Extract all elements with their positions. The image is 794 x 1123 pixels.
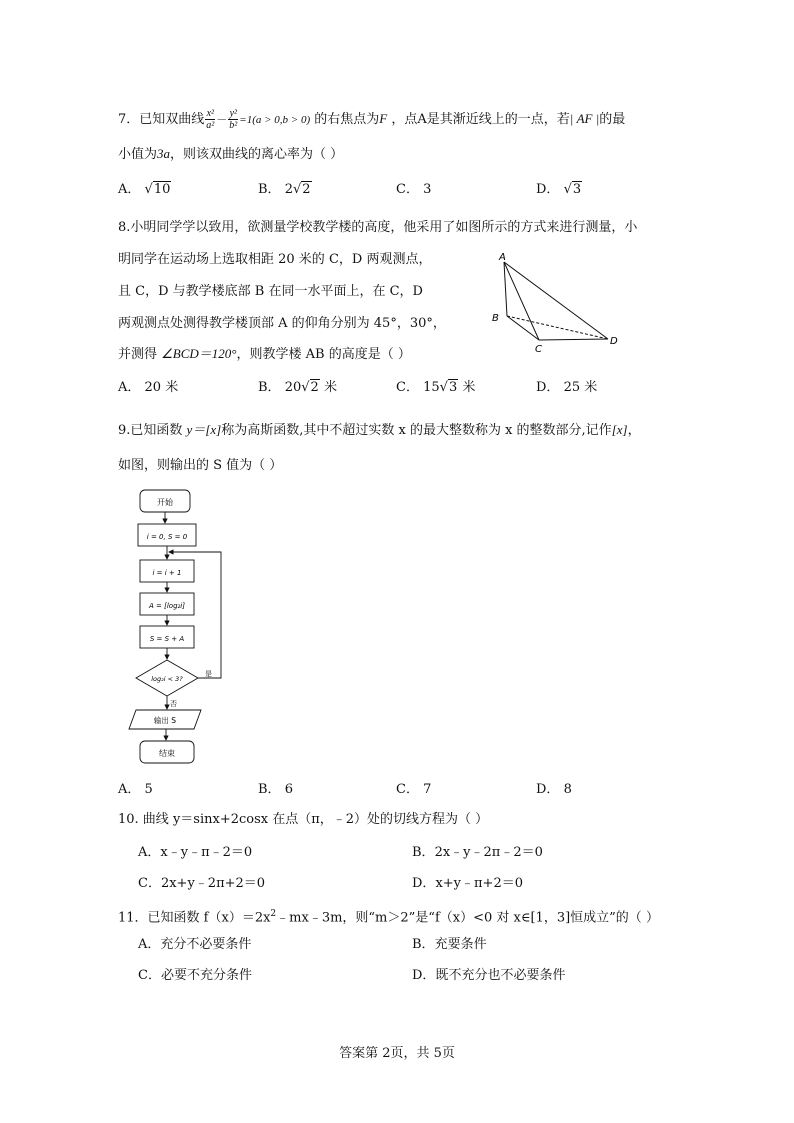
q8-stem-line4: 两观测点处测得教学楼顶部 A 的仰角分别为 45°，30°， [118, 316, 446, 331]
flow-yes-text: 是 [205, 670, 212, 678]
q11-stem: 11．已知函数 $f(x)=2x^2﹣mx﹣3m$，则“m＞2”是“f（x）<0 对 x∈[1，3]恒成立”的（ ） [118, 909, 659, 926]
q9-option-b[interactable]: B． 6 [258, 782, 293, 797]
flow-init-text: i = 0, S = 0 [146, 533, 188, 541]
q8-stem-line5: 并测得 ∠BCD＝120°，则教学楼 AB 的高度是（ ） [118, 346, 411, 362]
flow-no-text: 否 [170, 700, 177, 708]
edge-ac [504, 262, 539, 340]
flow-cond-text: log₂i < 3? [151, 675, 183, 683]
label-c: C [535, 344, 542, 355]
q9-option-a[interactable]: A． 5 [118, 782, 153, 797]
label-d: D [610, 336, 618, 347]
edge-cd [539, 339, 608, 340]
q8-pyramid-figure [486, 248, 626, 360]
q8-option-a[interactable]: A． 20 米 [118, 380, 179, 395]
q11-option-c[interactable]: C．必要不充分条件 [138, 968, 252, 983]
label-b: B [492, 313, 499, 324]
q8-option-d[interactable]: D． 25 米 [536, 380, 598, 395]
q7-option-c[interactable]: C． 3 [396, 182, 432, 197]
q11-option-d[interactable]: D．既不充分也不必要条件 [412, 968, 566, 983]
q9-option-c[interactable]: C． 7 [396, 782, 432, 797]
q10-option-b[interactable]: B．2x﹣y﹣2π﹣2＝0 [412, 845, 543, 860]
q9-stem-line2: 如图，则输出的 S 值为（ ） [118, 458, 283, 473]
q8-option-c[interactable]: C． 15√3 米 [396, 380, 476, 395]
edge-ab [504, 262, 507, 316]
q8-option-b[interactable]: B． 20√2 米 [258, 380, 337, 395]
q8-stem-line2: 明同学在运动场上选取相距 20 米的 C，D 两观测点， [118, 252, 432, 267]
flow-assign-text: A = [log₂i] [149, 602, 185, 610]
q8-stem-line3: 且 C，D 与教学楼底部 B 在同一水平面上，在 C，D [118, 284, 423, 299]
q7-option-b[interactable]: B． 2√2 [258, 182, 311, 197]
q9-stem-line1: 9.已知函数 y＝[x]称为高斯函数,其中不超过实数 x 的最大整数称为 x 的整数部分,记作[x]， [118, 422, 641, 438]
q7-stem-line2: 小值为3a，则该双曲线的离心率为（ ） [118, 146, 344, 162]
q7-frac-x: $\frac{\text{x²}}{\text{a²}}$ [206, 108, 215, 131]
q10-option-a[interactable]: A．x﹣y﹣π﹣2＝0 [138, 845, 253, 860]
q10-option-c[interactable]: C．2x+y﹣2π+2＝0 [138, 876, 266, 891]
q9-option-d[interactable]: D． 8 [536, 782, 572, 797]
flow-sum-text: S = S + A [149, 635, 185, 643]
flow-end-text: 结束 [159, 749, 175, 758]
flow-output-text: 输出 S [153, 716, 177, 725]
q10-option-d[interactable]: D．x+y﹣π+2＝0 [412, 876, 523, 891]
q11-option-a[interactable]: A．充分不必要条件 [138, 937, 252, 952]
page-footer: 答案第 2页，共 5页 [339, 1046, 455, 1061]
q7-frac-y: $\frac{\text{y²}}{\text{b²}}$ [229, 108, 238, 131]
q9-flowchart [126, 486, 236, 768]
q8-stem-line1: 8.小明同学学以致用，欲测量学校教学楼的高度，他采用了如图所示的方式来进行测量，小 [118, 220, 638, 235]
q7-option-d[interactable]: D． √3 [536, 182, 582, 197]
q11-option-b[interactable]: B．充要条件 [412, 937, 487, 952]
flow-inc-text: i = i + 1 [152, 569, 182, 577]
q7-option-a[interactable]: A． √10 [118, 182, 171, 197]
q10-stem: 10. 曲线 y＝sinx+2cosx 在点（π，﹣2）处的切线方程为（ ） [118, 812, 489, 827]
label-a: A [499, 252, 506, 263]
q7-stem-line1: 7．已知双曲线 $\frac{\text{x²}}{\text{a²}}$ － $\frac{\text{y²}}{\text{b²}}$ =1(a > 0,b > 0) 的右焦点为F ，点A是其渐近线上的一点，若| AF |的最 [118, 108, 626, 131]
flow-start-text: 开始 [157, 498, 173, 507]
